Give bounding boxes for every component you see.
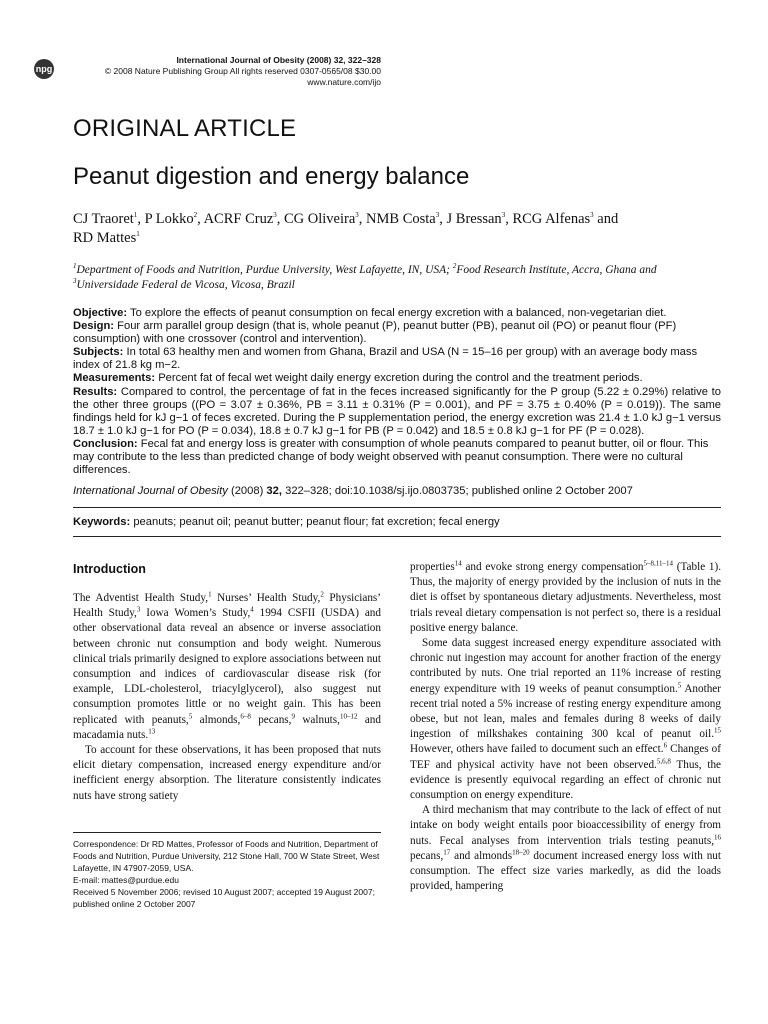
body-column-right: [410, 560, 721, 894]
affiliation-number: 3: [73, 276, 77, 285]
affiliation-marker: 2: [193, 211, 198, 220]
affiliation-marker: 3: [435, 211, 440, 220]
affiliation-number: 1: [73, 262, 77, 271]
keywords: Keywords: peanuts; peanut oil; peanut butter; peanut flour; fat excretion; fecal energy: [73, 516, 500, 528]
paragraph: Some data suggest increased energy expenditure associated with chronic nut ingestion may account for another fraction of the energy contributed by nuts. One trial reported an 11% increase of resting energy expenditure with 19 weeks of peanut consumption.$^5$ Another recent trial noted a 5% increase of resting energy expenditure among obese, but not lean, males and females during 8 weeks of daily ingestion of milkshakes containing 300 kcal of peanut oil.$^{15}$ However, others have failed to document such an effect.$^6$ Changes of TEF and physical activity have not been observed.$^{5,6,8}$ Thus, the evidence is presently equivocal regarding an effect of chronic nut consumption on energy expenditure.: [410, 637, 721, 802]
author: CJ Traoret: [73, 211, 134, 227]
affiliation-number: 2: [452, 262, 457, 271]
affiliation-marker: 1: [136, 230, 140, 239]
affiliation-marker: 1: [133, 211, 138, 220]
divider: [73, 536, 721, 537]
author: P Lokko: [144, 211, 194, 227]
abstract-conclusion: Conclusion: Fecal fat and energy loss is greater with consumption of whole peanuts compared to peanut butter, oil or flour. This may contribute to the less than predicted change of body weight observed with peanut consumption. There were no cultural differences.: [73, 437, 709, 477]
author: RCG Alfenas: [512, 211, 591, 227]
abstract-subjects: Subjects: In total 63 healthy men and women from Ghana, Brazil and USA (N = 15–16 per group) with an average body mass index of 21.8 kg m−2.: [73, 346, 698, 372]
body-column-left: [73, 591, 381, 804]
footnote-divider: [73, 832, 381, 833]
author: J Bressan: [446, 211, 502, 227]
author: RD Mattes: [73, 230, 137, 246]
affiliation-marker: 3: [501, 211, 506, 220]
section-label: ORIGINAL ARTICLE: [73, 115, 297, 142]
paragraph: A third mechanism that may contribute to the lack of effect of nut intake on body weight entails poor bioaccessibility of energy from nuts. Fecal analyses from intervention trials testing peanuts,$^{16}$ pecans,$^{17}$ and almonds$^{18-20}$ document increased energy loss with nut consumption. The effect size varies markedly, as did the loads provided, hampering: [410, 804, 721, 893]
citation-line: International Journal of Obesity (2008) 32, 322–328; doi:10.1038/sj.ijo.0803735; published online 2 October 2007: [73, 485, 633, 497]
author-conjunction: and: [597, 211, 619, 227]
author: ACRF Cruz: [203, 211, 274, 227]
copyright-line: © 2008 Nature Publishing Group All rights reserved 0307-0565/08 $30.00: [104, 66, 381, 76]
journal-line: International Journal of Obesity (2008) 32, 322–328: [176, 55, 381, 65]
correspondence-address: Correspondence: Dr RD Mattes, Professor of Foods and Nutrition, Department of Foods and Nutrition, Purdue University, 212 Stone Hall, 700 W State Street, West Lafayette, IN 47907-2059, USA.: [73, 839, 380, 873]
article-title: Peanut digestion and energy balance: [73, 163, 470, 190]
journal-url[interactable]: www.nature.com/ijo: [307, 77, 381, 87]
abstract: [73, 307, 721, 477]
author-list: CJ Traoret$^1$, P Lokko$^2$, ACRF Cruz$^3$, CG Oliveira$^3$, NMB Costa$^3$, J Bressan$^3$, RCG Alfenas$^3$ and RD Mattes$^1$: [73, 211, 619, 246]
paragraph: The Adventist Health Study,$^1$ Nurses’ Health Study,$^2$ Physicians’ Health Study,$^3$ Iowa Women’s Study,$^4$ 1994 CSFII (USDA) and other observational data reveal an absence or inverse association between chronic nut consumption and body weight. Numerous clinical trials primarily designed to explore associations between nut consumption and indices of cardiovascular disease risk (for example, LDL-cholesterol, triacylglycerol), also suggest nut consumption promotes little or no weight gain. This has been replicated with peanuts,$^5$ almonds,$^{6-8}$ pecans,$^9$ walnuts,$^{10-12}$ and macadamia nuts.$^{13}$: [73, 590, 381, 741]
journal-header: [100, 55, 381, 88]
affiliation-marker: 3: [590, 211, 594, 220]
affiliation-marker: 3: [355, 211, 359, 220]
affiliations: [73, 263, 723, 292]
article-dates: Received 5 November 2006; revised 10 August 2007; accepted 19 August 2007; published online 2 October 2007: [73, 887, 375, 909]
abstract-measurements: Measurements: Percent fat of fecal wet weight daily energy excretion during the control and the treatment periods.: [73, 372, 643, 385]
abstract-results: Results: Compared to control, the percentage of fat in the feces increased significantly for the P group (5.22 ± 0.29%) relative to the other three groups ((PO = 3.07 ± 0.36%, PB = 3.11 ± 0.31% (P = 0.001), and PF = 3.75 ± 0.40% (P = 0.019)). The same findings held for kJ g−1 of feces excreted. During the P supplementation period, the energy excretion was 21.4 ± 1.0 kJ g−1 versus 18.7 ± 1.0 kJ g−1 for PO (P = 0.034), 18.8 ± 0.7 kJ g−1 for PB (P = 0.042) and 18.5 ± 0.8 kJ g−1 for PF (P = 0.028).: [73, 385, 722, 437]
affiliation-text: Department of Foods and Nutrition, Purdue University, West Lafayette, IN, USA;: [76, 264, 451, 276]
abstract-design: Design: Four arm parallel group design (that is, whole peanut (P), peanut butter (PB), peanut oil (PO) or peanut flour (PF) consumption) with one crossover (control and intervention).: [73, 320, 677, 346]
paragraph: properties$^{14}$ and evoke strong energy compensation$^{5-8,11-14}$ (Table 1). Thus, the majority of energy provided by the inclusion of nuts in the diet is offset by spontaneous dietary adjustments. Nevertheless, most trials reveal dietary compensation is not perfect so, there is a residual positive energy balance.: [410, 559, 721, 634]
correspondence-footnote: [73, 838, 381, 910]
section-heading-introduction: Introduction: [73, 562, 146, 576]
npg-logo: npg: [34, 59, 54, 79]
correspondence-email[interactable]: E-mail: mattes@purdue.edu: [73, 875, 179, 885]
paragraph: To account for these observations, it has been proposed that nuts elicit dietary compensation, increased energy expenditure and/or inefficient energy absorption. The literature consistently indicates nuts have strong satiety: [73, 744, 381, 802]
author: CG Oliveira: [284, 211, 356, 227]
affiliation-marker: 3: [273, 211, 277, 220]
affiliation-text: Food Research Institute, Accra, Ghana and: [456, 264, 657, 276]
abstract-objective: Objective: To explore the effects of peanut consumption on fecal energy excretion with a balanced, non-vegetarian diet.: [73, 307, 667, 319]
divider: [73, 507, 721, 508]
author: NMB Costa: [366, 211, 436, 227]
affiliation-text: Universidade Federal de Vicosa, Vicosa, Brazil: [76, 278, 295, 291]
